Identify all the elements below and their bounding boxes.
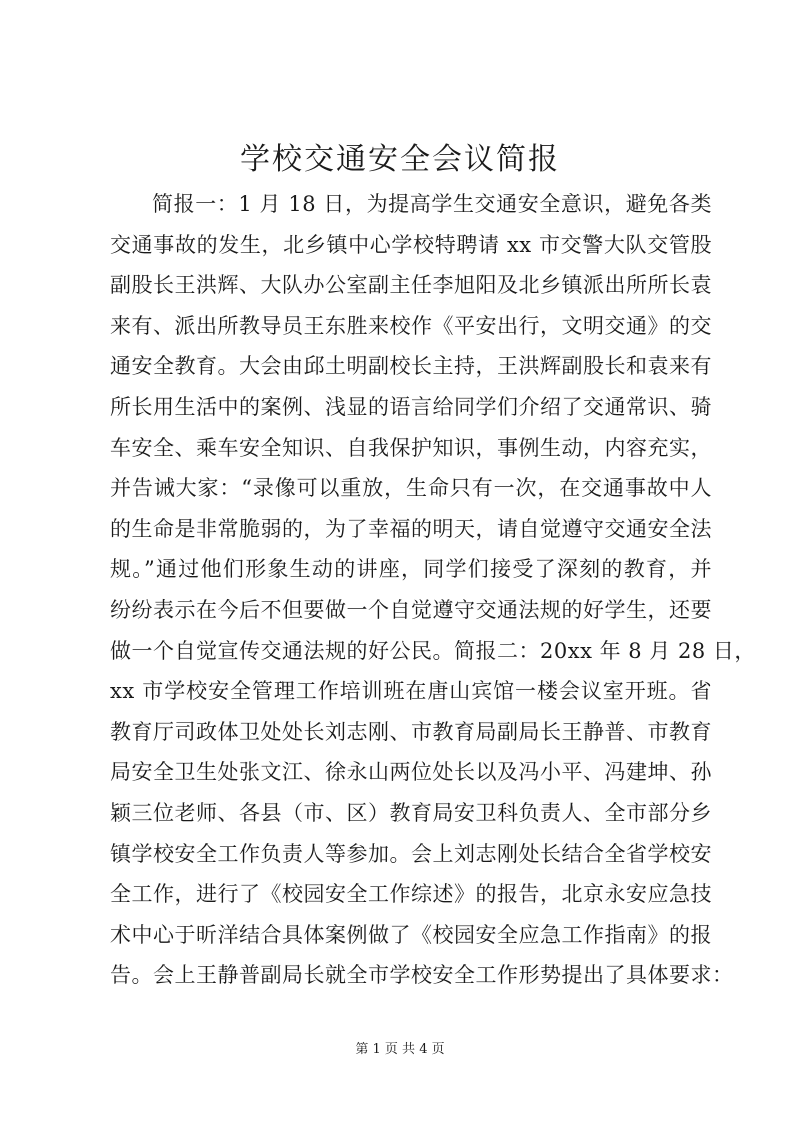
body-line: 局安全卫生处张文江、徐永山两位处长以及冯小平、冯建坤、孙 [110, 760, 712, 785]
document-title: 学校交通安全会议简报 [240, 142, 560, 177]
body-line: 副股长王洪辉、大队办公室副主任李旭阳及北乡镇派出所所长袁 [110, 273, 712, 298]
body-line: 的生命是非常脆弱的，为了幸福的明天，请自觉遵守交通安全法 [110, 516, 712, 541]
body-line: 镇学校安全工作负责人等参加。会上刘志刚处长结合全省学校安 [110, 841, 712, 866]
body-line: 告。会上王静普副局长就全市学校安全工作形势提出了具体要求： [110, 963, 734, 988]
body-line: 来有、派出所教导员王东胜来校作《平安出行，文明交通》的交 [110, 313, 712, 338]
body-line: 规。”通过他们形象生动的讲座，同学们接受了深刻的教育，并 [110, 557, 712, 582]
body-line: 做一个自觉宣传交通法规的好公民。简报二：20xx 年 8 月 28 日， [110, 638, 756, 663]
body-line: 颖三位老师、各县（市、区）教育局安卫科负责人、全市部分乡 [110, 800, 712, 825]
page-number-footer: 第 1 页 共 4 页 [355, 1042, 445, 1057]
body-line: 车安全、乘车安全知识、自我保护知识，事例生动，内容充实， [110, 435, 712, 460]
body-line: 术中心于昕洋结合具体案例做了《校园安全应急工作指南》的报 [110, 922, 712, 947]
body-line: 全工作，进行了《校园安全工作综述》的报告，北京永安应急技 [110, 882, 712, 907]
body-line: 通安全教育。大会由邱土明副校长主持，王洪辉副股长和袁来有 [110, 354, 712, 379]
body-line: 简报一：1 月 18 日，为提高学生交通安全意识，避免各类 [152, 192, 712, 216]
body-line: 并告诫大家：“录像可以重放，生命只有一次，在交通事故中人 [110, 476, 712, 501]
body-line: xx 市学校安全管理工作培训班在唐山宾馆一楼会议室开班。省 [110, 679, 712, 704]
body-line: 所长用生活中的案例、浅显的语言给同学们介绍了交通常识、骑 [110, 394, 712, 419]
body-line: 交通事故的发生，北乡镇中心学校特聘请 xx 市交警大队交管股 [110, 232, 712, 257]
document-body [110, 184, 756, 996]
body-line: 纷纷表示在今后不但要做一个自觉遵守交通法规的好学生，还要 [110, 597, 712, 622]
body-line: 教育厅司政体卫处处长刘志刚、市教育局副局长王静普、市教育 [110, 719, 712, 744]
